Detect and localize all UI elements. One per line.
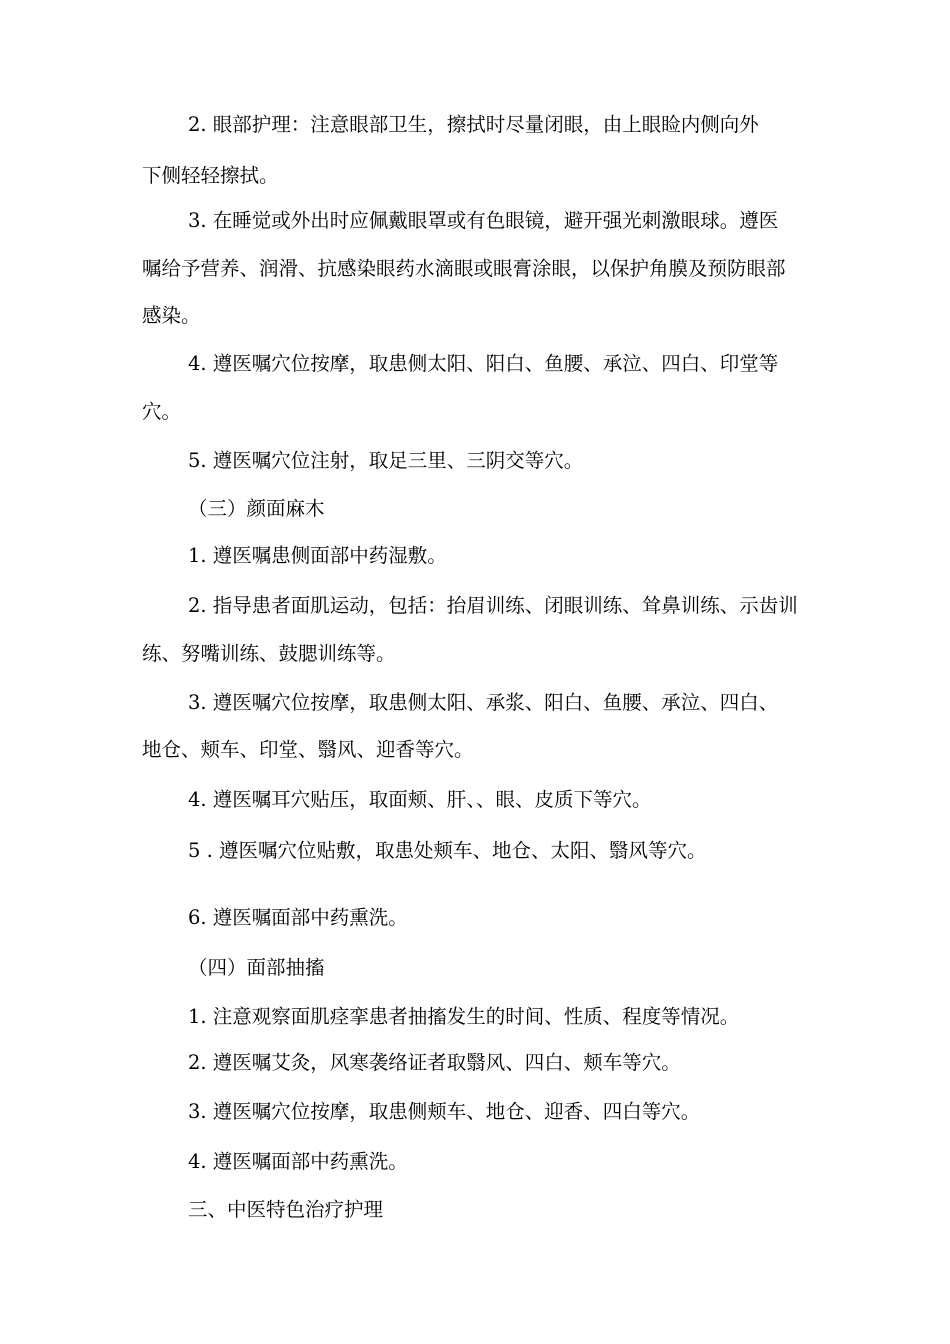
para-herbal-fumigation: 6. 遵医嘱面部中药熏洗。	[188, 906, 408, 929]
para-eye-care-line-1: 2. 眼部护理：注意眼部卫生，擦拭时尽量闭眼，由上眼睑内侧向外	[188, 113, 759, 136]
para-acupoint-massage-line-1: 4. 遵医嘱穴位按摩，取患侧太阳、阳白、鱼腰、承泣、四白、印堂等	[188, 352, 779, 375]
para-massage-twitching: 3. 遵医嘱穴位按摩，取患侧颊车、地仓、迎香、四白等穴。	[188, 1100, 701, 1123]
para-fumigation-twitching: 4. 遵医嘱面部中药熏洗。	[188, 1150, 408, 1173]
para-ear-acupressure: 4. 遵医嘱耳穴贴压，取面颊、肝、、眼、皮质下等穴。	[188, 788, 652, 811]
para-acupoint-massage-line-2: 穴。	[142, 400, 182, 423]
para-eye-mask-line-1: 3. 在睡觉或外出时应佩戴眼罩或有色眼镜，避开强光刺激眼球。遵医	[188, 209, 779, 232]
para-facial-exercise-line-1: 2. 指导患者面肌运动，包括：抬眉训练、闭眼训练、耸鼻训练、示齿训	[188, 594, 798, 617]
para-moxibustion: 2. 遵医嘱艾灸，风寒袭络证者取翳风、四白、颊车等穴。	[188, 1051, 681, 1074]
section-heading-tcm-treatment: 三、中医特色治疗护理	[188, 1198, 384, 1221]
para-eye-care-line-2: 下侧轻轻擦拭。	[142, 164, 279, 187]
para-acupoint-plaster: 5 . 遵医嘱穴位贴敷，取患处颊车、地仓、太阳、翳风等穴。	[188, 839, 707, 862]
para-massage-numbness-line-1: 3. 遵医嘱穴位按摩，取患侧太阳、承浆、阳白、鱼腰、承泣、四白、	[188, 691, 779, 714]
section-heading-facial-numbness: （三）颜面麻木	[188, 497, 325, 520]
para-massage-numbness-line-2: 地仓、颊车、印堂、翳风、迎香等穴。	[142, 738, 474, 761]
para-acupoint-injection: 5. 遵医嘱穴位注射，取足三里、三阴交等穴。	[188, 449, 584, 472]
section-heading-facial-twitching: （四）面部抽搐	[188, 956, 325, 979]
para-eye-mask-line-3: 感染。	[142, 304, 201, 327]
para-observe-spasm: 1. 注意观察面肌痉挛患者抽搐发生的时间、性质、程度等情况。	[188, 1005, 740, 1028]
para-facial-exercise-line-2: 练、努嘴训练、鼓腮训练等。	[142, 642, 396, 665]
para-eye-mask-line-2: 嘱给予营养、润滑、抗感染眼药水滴眼或眼膏涂眼，以保护角膜及预防眼部	[142, 257, 786, 280]
para-wet-compress: 1. 遵医嘱患侧面部中药湿敷。	[188, 544, 447, 567]
